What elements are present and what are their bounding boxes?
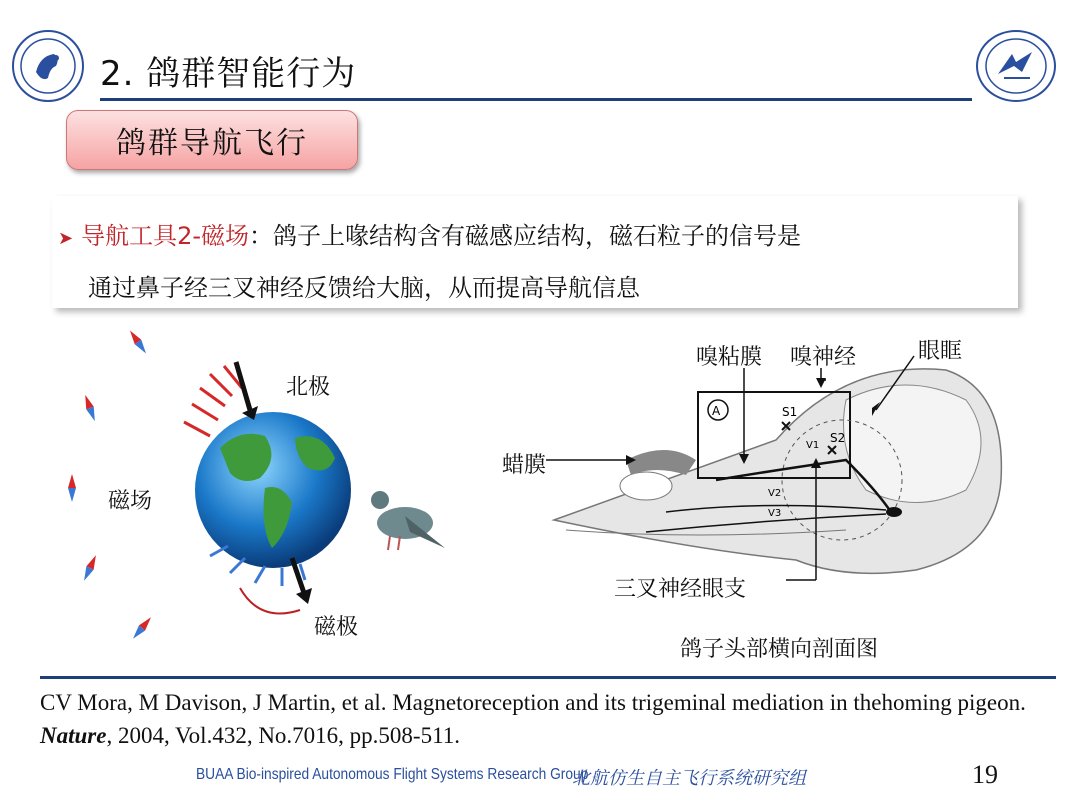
v3-label: V3 bbox=[768, 508, 782, 519]
v1-label: V1 bbox=[806, 440, 820, 451]
s1-label: S1 bbox=[782, 405, 798, 419]
title-divider bbox=[100, 98, 972, 101]
lab-logo bbox=[12, 30, 84, 102]
citation-divider bbox=[40, 676, 1056, 679]
citation-details: , 2004, Vol.432, No.7016, pp.508-511. bbox=[106, 723, 460, 748]
marker-a: A bbox=[712, 404, 721, 418]
pigeon-head-section-diagram bbox=[546, 340, 1016, 600]
bullet-line-1 bbox=[58, 216, 801, 251]
citation-authors: CV Mora, M Davison, J Martin, et al. Magnetoreception and its trigeminal mediation in thehoming pigeon. bbox=[40, 690, 1026, 715]
footer-group-en: BUAA Bio-inspired Autonomous Flight Systems Research Group bbox=[196, 766, 589, 783]
v2-label: V2 bbox=[768, 488, 782, 499]
north-pole-label: 北极 bbox=[286, 375, 331, 400]
page-title: 2. 鸽群智能行为 bbox=[100, 54, 357, 94]
s2-label: S2 bbox=[830, 431, 846, 445]
bullet-arrow-icon: ➤ bbox=[58, 228, 74, 249]
cere-label: 蜡膜 bbox=[502, 453, 547, 478]
footer-group-cn: 北航仿生自主飞行系统研究组 bbox=[572, 768, 806, 789]
university-logo-icon bbox=[978, 32, 1054, 100]
magnetic-field-label: 磁场 bbox=[108, 489, 153, 514]
citation-journal: Nature bbox=[40, 723, 107, 748]
olfactory-mucosa-label: 嗅粘膜 bbox=[696, 345, 763, 370]
lab-logo-icon bbox=[14, 32, 82, 100]
magnetic-pole-label: 磁极 bbox=[314, 615, 359, 640]
bullet-heading: 导航工具2-磁场 bbox=[81, 222, 250, 250]
bullet-line-2: 通过鼻子经三叉神经反馈给大脑，从而提高导航信息 bbox=[88, 274, 640, 302]
page-number: 19 bbox=[972, 760, 998, 789]
trigeminal-branch-label: 三叉神经眼支 bbox=[614, 577, 747, 602]
university-logo bbox=[976, 30, 1056, 102]
bullet-text-1: ：鸽子上喙结构含有磁感应结构，磁石粒子的信号是 bbox=[249, 222, 802, 250]
olfactory-nerve-label: 嗅神经 bbox=[790, 345, 857, 370]
orbit-label: 眼眶 bbox=[918, 339, 963, 364]
section-heading: 鸽群导航飞行 bbox=[66, 110, 358, 170]
citation bbox=[40, 686, 1050, 752]
pigeon-image bbox=[371, 491, 445, 550]
diagram-caption: 鸽子头部横向剖面图 bbox=[680, 637, 879, 662]
